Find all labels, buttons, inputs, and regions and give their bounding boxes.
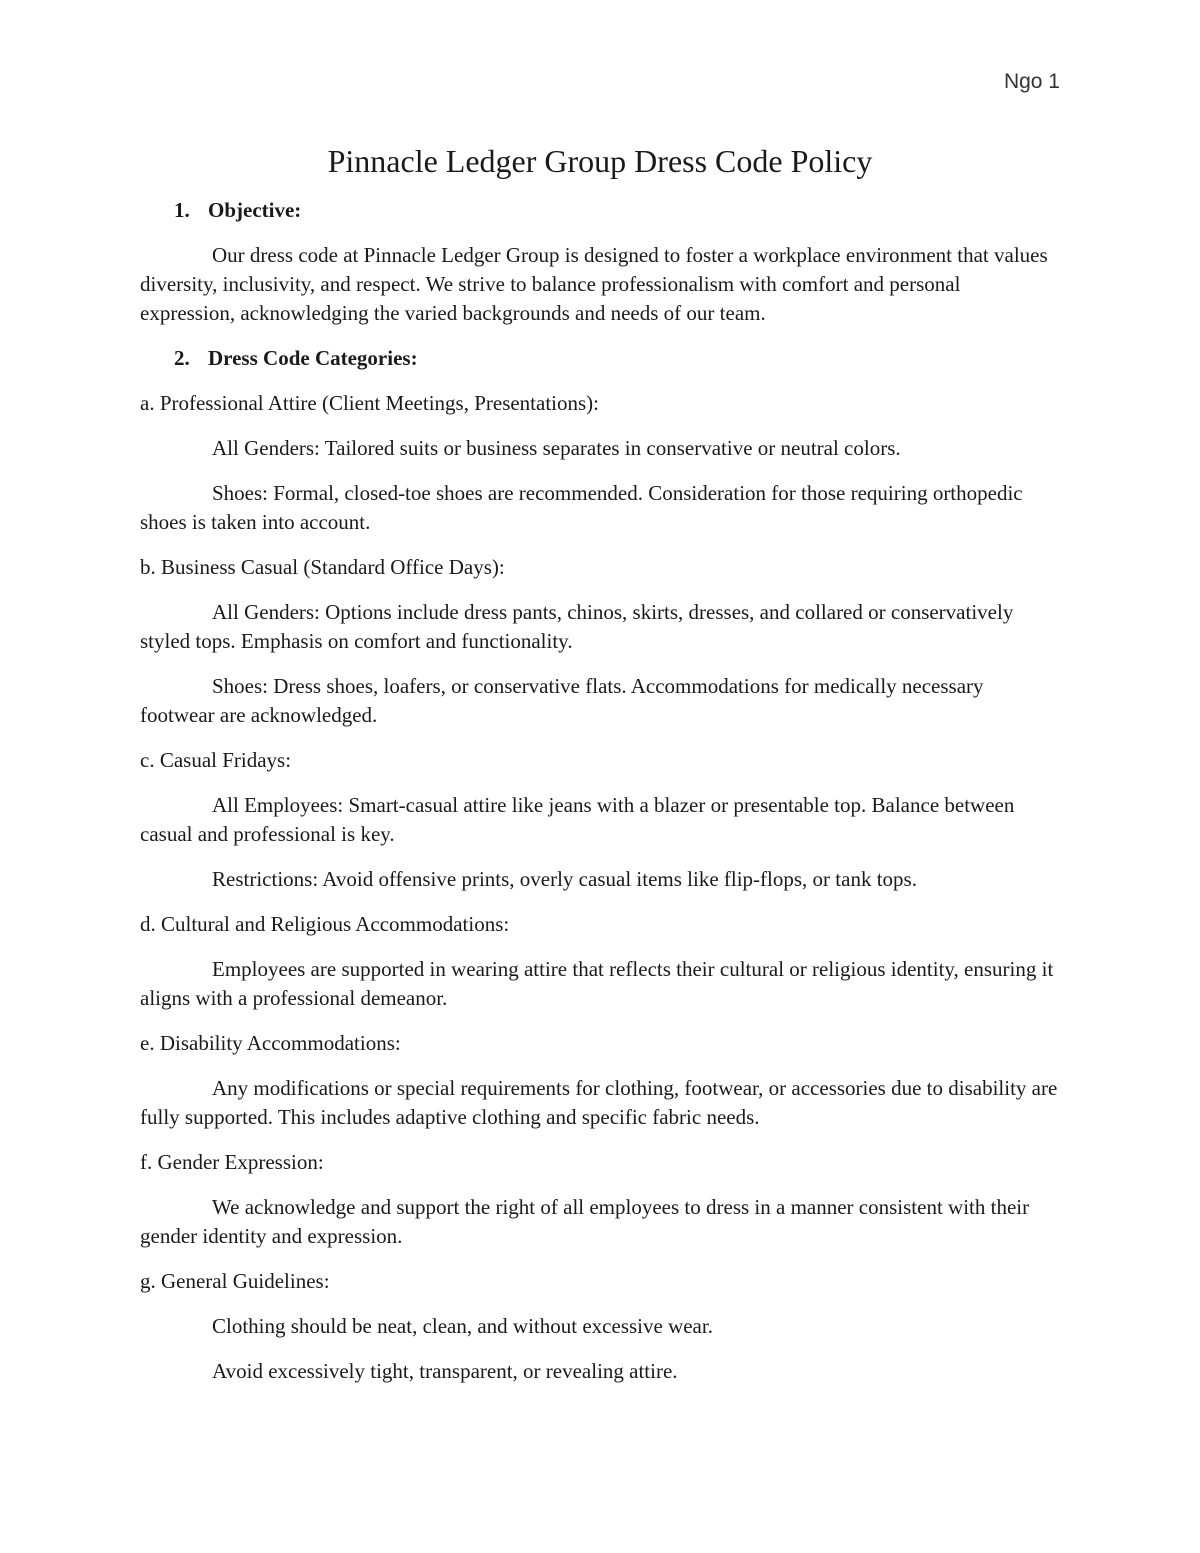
category-label-disability: e. Disability Accommodations: [140,1031,401,1055]
document-body [140,140,1060,1402]
category-item: All Employees: Smart-casual attire like jeans with a blazer or presentable top. Balance between casual and professional is key. [140,793,1015,846]
section-heading-text: Objective: [208,198,302,222]
category-item: Avoid excessively tight, transparent, or revealing attire. [212,1359,678,1383]
category-label-casual-fridays: c. Casual Fridays: [140,748,292,772]
category-item: All Genders: Tailored suits or business separates in conservative or neutral colors. [212,436,901,460]
page-number: Ngo 1 [1003,70,1060,93]
category-label-business-casual: b. Business Casual (Standard Office Days): [140,555,505,579]
category-item: Clothing should be neat, clean, and without excessive wear. [212,1314,713,1338]
category-label-general-guidelines: g. General Guidelines: [140,1269,330,1293]
category-label-professional: a. Professional Attire (Client Meetings, Presentations): [140,391,600,415]
category-item: Employees are supported in wearing attire that reflects their cultural or religious identity, ensuring it aligns with a professional demeanor. [140,957,1054,1010]
category-label-cultural-religious: d. Cultural and Religious Accommodations: [140,912,510,936]
category-label-gender-expression: f. Gender Expression: [140,1150,324,1174]
section-heading-objective [140,196,1060,225]
category-item: We acknowledge and support the right of all employees to dress in a manner consistent with their gender identity and expression. [140,1195,1030,1248]
document-title: Pinnacle Ledger Group Dress Code Policy [327,143,873,179]
category-item: Any modifications or special requirements for clothing, footwear, or accessories due to disability are fully supported. This includes adaptive clothing and specific fabric needs. [140,1076,1058,1129]
category-item: Shoes: Dress shoes, loafers, or conservative flats. Accommodations for medically necessary footwear are acknowledged. [140,674,984,727]
objective-paragraph: Our dress code at Pinnacle Ledger Group is designed to foster a workplace environment that values diversity, inclusivity, and respect. We strive to balance professionalism with comfort and personal expression, acknowledging the varied backgrounds and needs of our team. [140,243,1048,325]
category-item: Shoes: Formal, closed-toe shoes are recommended. Consideration for those requiring orthopedic shoes is taken into account. [140,481,1023,534]
category-item: All Genders: Options include dress pants, chinos, skirts, dresses, and collared or conservatively styled tops. Emphasis on comfort and functionality. [140,600,1014,653]
section-heading-categories [140,344,1060,373]
category-item: Restrictions: Avoid offensive prints, overly casual items like flip-flops, or tank tops. [212,867,917,891]
section-number: 2. [174,346,190,370]
section-heading-text: Dress Code Categories: [208,346,418,370]
section-number: 1. [174,198,190,222]
